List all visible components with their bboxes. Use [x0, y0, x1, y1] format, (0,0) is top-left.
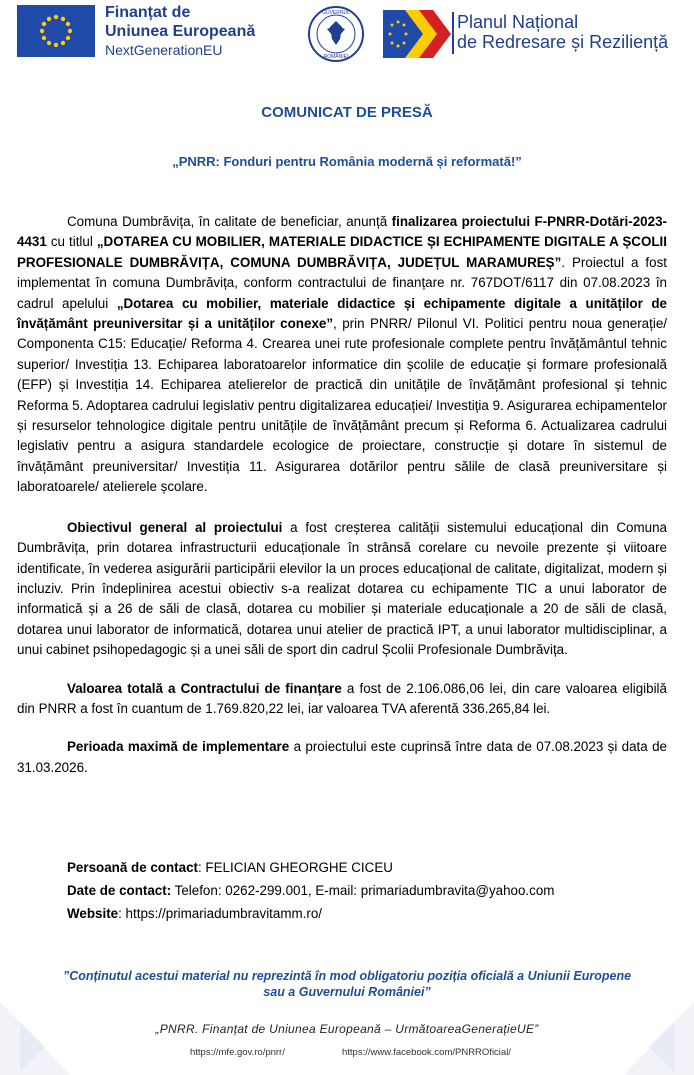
- p1-text-g: , prin PNRR/ Pilonul VI. Politici pentru noua generație/ Componenta C15: Educație/ Reforma 4. Crearea unei rute profesionale complete pentru învățământul tehnic superior/ Investiția 13. Echiparea laboratoarelor informatice din școlile de educație și formare profesională (EFP) și Investiția 14. Echiparea atelierelor de practică din unitățile de învățământ profesional și tehnic Reforma 5. Adoptarea cadrului legislativ pentru digitalizarea educației/ Investiția 9. Asigurarea echipamentelor și resurselor tehnologice digitale pentru unitățile de învățământ precum și Reforma 6. Actualizarea cadrului legislativ pentru a asigura standardele ecologice de proiectare, construcție și dotare în sistemul de învățământ preuniversitar/ Investiția 11. Asigurarea dotărilor pentru sălile de clasă preuniversitare și laboratoarele/ atelierele școlare.: [17, 316, 667, 495]
- pnrr-line1: Planul Național: [457, 12, 579, 32]
- p1-call-title: „Dotarea cu mobilier, materiale didactice și echipamente digitale a unităților de învățământ preuniversitar și a unităților conexe”: [17, 295, 668, 332]
- p1-project-title: „DOTAREA CU MOBILIER, MATERIALE DIDACTICE ȘI ECHIPAMENTE DIGITALE A ȘCOLII PROFESIONALE DUMBRĂVIȚA, COMUNA DUMBRĂVIȚA, JUDEȚUL MARAMUREȘ”: [17, 234, 667, 270]
- eu-line3: NextGenerationEU: [105, 42, 223, 58]
- p1-text-e: . Proiectul a fost implementat în comuna Dumbrăvița, conform contractului de finanțare nr. 767DOT/6117 din 07.08.2023 în cadrul apelului: [17, 254, 667, 311]
- paragraph-intro: [17, 212, 667, 498]
- eu-line2: Uniunea Europeană: [105, 23, 256, 40]
- pnrr-title: [457, 12, 668, 52]
- contact-block: [67, 856, 554, 925]
- p4-label: Perioada maximă de implementare: [67, 739, 290, 755]
- paragraph-objective: [17, 518, 667, 661]
- paragraph-period: [17, 737, 667, 778]
- p1-text-a: Comuna Dumbrăvița, în calitate de beneficiar, anunță: [67, 214, 392, 229]
- page-title: COMUNICAT DE PRESĂ: [261, 104, 433, 121]
- p2-text: a fost creșterea calității sistemului educațional din Comuna Dumbrăvița, prin dotarea infrastructurii educaționale în strânsă corelare cu nevoile prezente și viitoare identificate, în vederea asigurării participării elevilor la un proces educațional de calitate, digitalizat, modern și incluziv. Prin îndeplinirea acestui obiectiv s-a realizat dotarea cu echipamente TIC a unui laborator de informatică și a 26 de săli de clasă, dotarea cu mobilier și materiale educaționale a 20 de săli de clasă, dotarea unui laborator de informatică, dotarea unui atelier de practică IPT, a unui laborator multidisciplinar, a unui cabinet psihopedagogic și a unei săli de sport din cadrul Școlii Profesionale Dumbrăvița.: [17, 519, 667, 658]
- eu-line1: Finanțat de: [105, 4, 191, 21]
- government-crest-logo: [307, 5, 365, 63]
- contact-website-label: Website: [67, 906, 119, 921]
- contact-details-value: Telefon: 0262-299.001, E-mail: primariadumbravita@yahoo.com: [171, 883, 555, 898]
- contact-details: [67, 879, 554, 902]
- contact-person: [67, 856, 554, 879]
- press-release-body: [17, 212, 667, 778]
- p3-text: a fost de 2.106.086,06 lei, din care valoarea eligibilă din PNRR a fost în cuantum de 1.769.820,22 lei, iar valoarea TVA aferentă 336.265,84 lei.: [17, 680, 667, 716]
- p1-project-code: finalizarea proiectului F-PNRR-Dotări-2023-4431: [17, 214, 667, 250]
- pnrr-divider: [452, 12, 454, 54]
- p1-text-c: cu titlul: [46, 234, 97, 250]
- contact-website: [67, 902, 554, 925]
- eu-flag-logo: [17, 5, 95, 57]
- p3-label: Valoarea totală a Contractului de finanțare: [67, 680, 342, 696]
- footer-link-mfe[interactable]: https://mfe.gov.ro/pnrr/: [190, 1047, 285, 1058]
- disclaimer-line2: sau a Guvernului României”: [263, 985, 431, 999]
- contact-person-value: : FELICIAN GHEORGHE CICEU: [197, 860, 393, 875]
- disclaimer-line1: ”Conținutul acestui material nu reprezintă în mod obligatoriu poziția oficială a Uniunii Europene: [62, 969, 632, 983]
- contact-details-label: Date de contact:: [67, 883, 172, 898]
- disclaimer: [0, 968, 694, 1000]
- contact-person-label: Persoană de contact: [67, 860, 198, 875]
- footer-link-facebook[interactable]: https://www.facebook.com/PNRROficial/: [342, 1047, 511, 1058]
- p2-label: Obiectivul general al proiectului: [67, 519, 283, 535]
- paragraph-value: [17, 679, 667, 720]
- contact-website-value: : https://primariadumbravitamm.ro/: [118, 906, 323, 921]
- p4-text: a proiectului este cuprinsă între data de 07.08.2023 și data de 31.03.2026.: [17, 739, 667, 775]
- crest-top-text: GUVERNUL: [322, 10, 350, 16]
- pnrr-line2: de Redresare și Reziliență: [457, 32, 669, 52]
- page-subtitle: „PNRR: Fonduri pentru România modernă și reformată!”: [172, 154, 522, 169]
- eu-funding-text: [105, 3, 255, 60]
- crest-bottom-text: ROMÂNIEI: [323, 54, 349, 60]
- header: [0, 0, 694, 70]
- pnrr-logo: [383, 10, 451, 58]
- footer-decoration: [0, 1002, 694, 1075]
- footer-tagline: „PNRR. Finanțat de Uniunea Europeană – UrmătoareaGenerațieUE”: [155, 1022, 539, 1036]
